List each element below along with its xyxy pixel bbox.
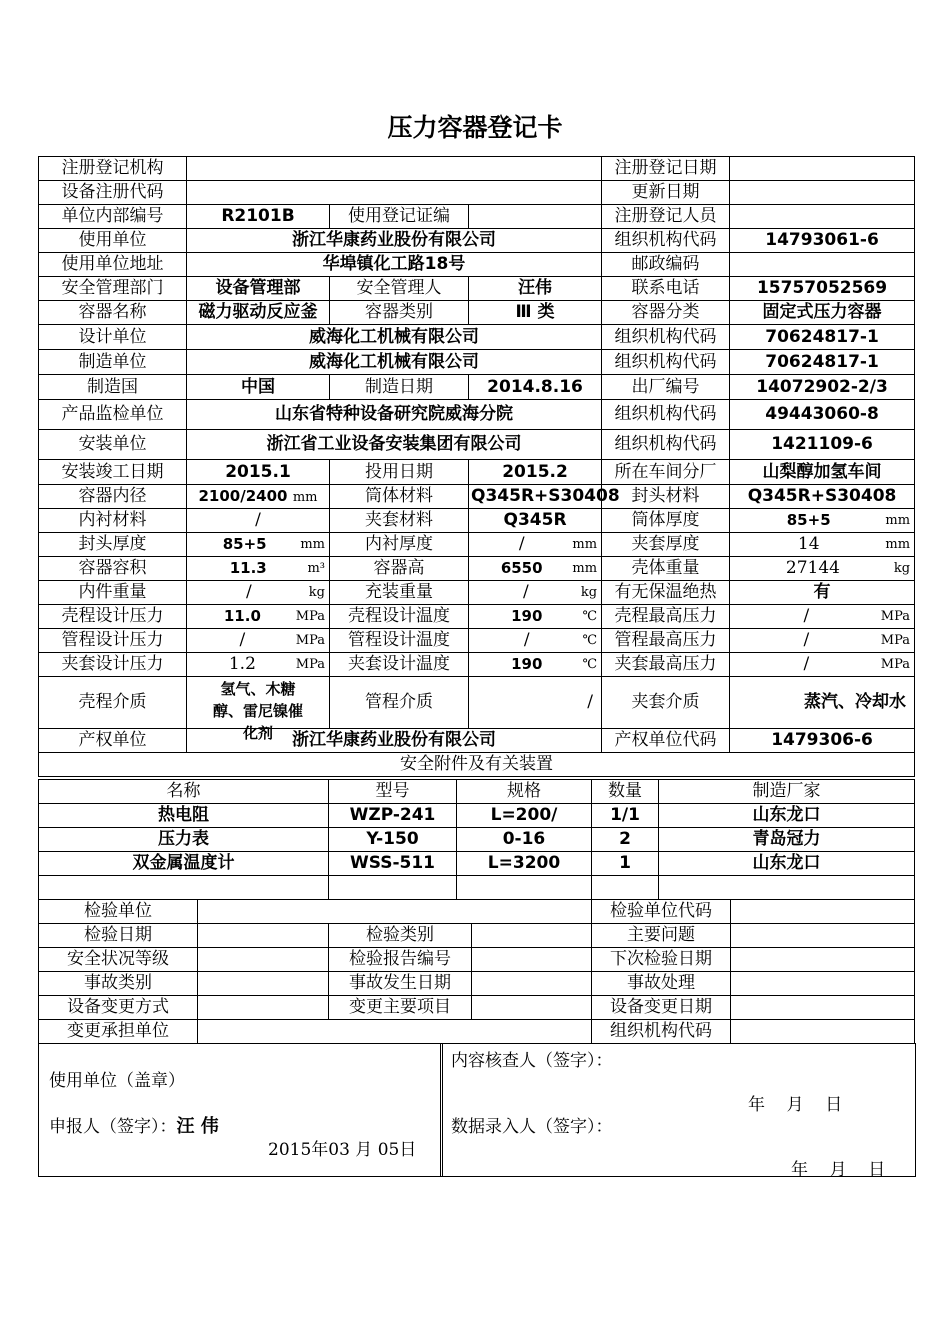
shell-weight-cell <box>730 557 915 581</box>
install-unit-value: 浙江省工业设备安装集团有限公司 <box>187 430 602 460</box>
change-date-value <box>731 996 915 1020</box>
acc-spec: L=3200 <box>457 852 592 876</box>
user-unit-value: 浙江华康药业股份有限公司 <box>187 229 602 253</box>
vessel-category-value: Ⅲ 类 <box>469 301 602 325</box>
applicant-name: 汪 伟 <box>176 1116 219 1137</box>
internal-no-label: 单位内部编号 <box>39 205 187 229</box>
acc-spec-header: 规格 <box>457 780 592 804</box>
tube-design-p-unit: MPa <box>295 633 325 648</box>
acc-qty <box>592 876 659 900</box>
filling-weight-unit: kg <box>580 585 598 600</box>
jacket-thickness-value: 14 <box>797 534 820 554</box>
jacket-material-value: Q345R <box>469 509 602 533</box>
lining-material-label: 内衬材料 <box>39 509 187 533</box>
jacket-thickness-cell <box>730 533 915 557</box>
mfr-unit-value: 威海化工机械有限公司 <box>187 350 602 375</box>
shell-material-value: Q345R+S30408 <box>469 485 602 509</box>
install-org-code-value: 1421109-6 <box>730 430 915 460</box>
user-org-code-label: 组织机构代码 <box>602 229 730 253</box>
owner-code-value: 1479306-6 <box>730 729 915 753</box>
postal-code-value <box>730 253 915 277</box>
safety-dept-value: 设备管理部 <box>187 277 330 301</box>
reviewer-label: 内容核查人（签字）： <box>451 1051 613 1071</box>
acc-model: WZP-241 <box>329 804 457 828</box>
shell-max-p-cell <box>730 605 915 629</box>
shell-medium-line-2: 醇、雷尼镍催 <box>212 702 303 720</box>
table-row <box>39 852 915 876</box>
change-method-label: 设备变更方式 <box>39 996 198 1020</box>
reviewer-date: 年 月 日 <box>748 1095 843 1115</box>
shell-design-t-label: 壳程设计温度 <box>330 605 469 629</box>
head-thickness-value: 85+5 <box>222 535 267 553</box>
accident-type-label: 事故类别 <box>39 972 198 996</box>
install-done-value: 2015.1 <box>187 460 330 485</box>
shell-weight-label: 壳体重量 <box>602 557 730 581</box>
registrar-value <box>730 205 915 229</box>
vessel-name-label: 容器名称 <box>39 301 187 325</box>
accident-date-label: 事故发生日期 <box>329 972 472 996</box>
mfr-country-label: 制造国 <box>39 375 187 400</box>
tube-medium-value: / <box>469 677 602 729</box>
in-service-value: 2015.2 <box>469 460 602 485</box>
inner-diameter-cell <box>187 485 330 509</box>
shell-medium-text <box>189 677 327 742</box>
workshop-value: 山梨醇加氢车间 <box>730 460 915 485</box>
in-service-label: 投用日期 <box>330 460 469 485</box>
filling-weight-label: 充装重量 <box>330 581 469 605</box>
factory-no-value: 14072902-2/3 <box>730 375 915 400</box>
acc-spec: 0-16 <box>457 828 592 852</box>
table-row <box>39 828 915 852</box>
design-unit-value: 威海化工机械有限公司 <box>187 325 602 350</box>
user-unit-seal: 使用单位（盖章） <box>49 1071 185 1091</box>
equip-code-label: 设备注册代码 <box>39 181 187 205</box>
jacket-design-t-cell <box>469 653 602 677</box>
vessel-class-value: 固定式压力容器 <box>730 301 915 325</box>
signature-left <box>38 1043 443 1177</box>
tube-design-t-unit: ℃ <box>582 633 598 648</box>
accessories-table <box>38 779 915 900</box>
change-items-value <box>472 996 592 1020</box>
owner-unit-label: 产权单位 <box>39 729 187 753</box>
table-row <box>39 804 915 828</box>
workshop-label: 所在车间分厂 <box>602 460 730 485</box>
design-unit-label: 设计单位 <box>39 325 187 350</box>
inspection-table <box>38 899 915 1044</box>
use-cert-label: 使用登记证编 <box>330 205 469 229</box>
inspect-org-code-value: 49443060-8 <box>730 400 915 430</box>
change-date-label: 设备变更日期 <box>592 996 731 1020</box>
safety-section-header: 安全附件及有关装置 <box>39 753 915 777</box>
acc-maker: 山东龙口 <box>659 852 915 876</box>
jacket-max-p-value: / <box>803 654 810 674</box>
shell-thickness-unit: mm <box>885 513 911 528</box>
vessel-class-label: 容器分类 <box>602 301 730 325</box>
install-unit-label: 安装单位 <box>39 430 187 460</box>
mfr-date-label: 制造日期 <box>330 375 469 400</box>
inner-diameter-label: 容器内径 <box>39 485 187 509</box>
safety-mgr-label: 安全管理人 <box>330 277 469 301</box>
volume-value: 11.3 <box>229 559 267 577</box>
jacket-design-p-cell <box>187 653 330 677</box>
lining-thickness-unit: mm <box>572 537 598 552</box>
head-thickness-unit: mm <box>300 537 325 552</box>
reg-org-label: 注册登记机构 <box>39 157 187 181</box>
acc-model <box>329 876 457 900</box>
safety-mgr-value: 汪伟 <box>469 277 602 301</box>
height-cell <box>469 557 602 581</box>
internals-weight-unit: kg <box>308 585 325 600</box>
accident-handle-value <box>731 972 915 996</box>
inner-diameter-value: 2100/2400 <box>198 486 288 505</box>
acc-qty: 1 <box>592 852 659 876</box>
volume-unit: m³ <box>307 561 325 576</box>
install-org-code-label: 组织机构代码 <box>602 430 730 460</box>
tube-design-t-cell <box>469 629 602 653</box>
insp-type-label: 检验类别 <box>329 924 472 948</box>
applicant-label: 申报人（签字）： <box>49 1117 177 1137</box>
insulation-label: 有无保温绝热 <box>602 581 730 605</box>
shell-medium-cell <box>187 677 330 742</box>
shell-medium-label: 壳程介质 <box>39 677 187 729</box>
shell-medium-line-1: 氢气、木糖 <box>220 680 296 698</box>
acc-model: WSS-511 <box>329 852 457 876</box>
change-unit-value <box>198 1020 592 1044</box>
user-unit-label: 使用单位 <box>39 229 187 253</box>
shell-max-p-unit: MPa <box>880 609 911 624</box>
tube-design-p-cell <box>187 629 330 653</box>
jacket-material-label: 夹套材料 <box>330 509 469 533</box>
user-address-value: 华埠镇化工路18号 <box>187 253 602 277</box>
acc-model: Y-150 <box>329 828 457 852</box>
height-value: 6550 <box>500 559 543 577</box>
inner-diameter-unit: mm <box>292 489 318 505</box>
applicant-line <box>49 1112 219 1138</box>
jacket-design-p-value: 1.2 <box>228 654 256 674</box>
shell-design-t-unit: ℃ <box>582 609 598 624</box>
tube-max-p-cell <box>730 629 915 653</box>
change-unit-label: 变更承担单位 <box>39 1020 198 1044</box>
apply-date: 2015年03 月 05日 <box>268 1140 417 1160</box>
accident-handle-label: 事故处理 <box>592 972 731 996</box>
jacket-design-p-label: 夹套设计压力 <box>39 653 187 677</box>
shell-max-p-label: 壳程最高压力 <box>602 605 730 629</box>
acc-model-header: 型号 <box>329 780 457 804</box>
safety-dept-label: 安全管理部门 <box>39 277 187 301</box>
entry-date: 年 月 日 <box>791 1160 886 1180</box>
tube-design-t-value: / <box>523 630 530 650</box>
volume-label: 容器容积 <box>39 557 187 581</box>
shell-weight-unit: kg <box>893 561 911 576</box>
main-issue-label: 主要问题 <box>592 924 731 948</box>
jacket-thickness-unit: mm <box>885 537 911 552</box>
head-material-label: 封头材料 <box>602 485 730 509</box>
lining-thickness-label: 内衬厚度 <box>330 533 469 557</box>
mfr-date-value: 2014.8.16 <box>469 375 602 400</box>
insp-unit-label: 检验单位 <box>39 900 198 924</box>
signature-right <box>440 1043 916 1180</box>
jacket-design-t-value: 190 <box>511 655 543 673</box>
inspect-unit-value: 山东省特种设备研究院威海分院 <box>187 400 602 430</box>
shell-thickness-value: 85+5 <box>786 511 831 529</box>
insp-unit-code-value <box>731 900 915 924</box>
insp-date-value <box>198 924 329 948</box>
shell-medium-line-3: 化剂 <box>242 724 273 742</box>
jacket-medium-label: 夹套介质 <box>602 677 730 729</box>
shell-design-p-value: 11.0 <box>223 607 261 625</box>
shell-design-p-unit: MPa <box>295 609 325 624</box>
next-insp-label: 下次检验日期 <box>592 948 731 972</box>
design-org-code-value: 70624817-1 <box>730 325 915 350</box>
design-org-code-label: 组织机构代码 <box>602 325 730 350</box>
shell-max-p-value: / <box>803 606 810 626</box>
internals-weight-label: 内件重量 <box>39 581 187 605</box>
table-row <box>39 876 915 900</box>
insp-unit-code-label: 检验单位代码 <box>592 900 731 924</box>
acc-spec: L=200/ <box>457 804 592 828</box>
lining-thickness-value: / <box>518 534 525 554</box>
change-org-code-value <box>731 1020 915 1044</box>
height-unit: mm <box>572 561 598 576</box>
inspect-org-code-label: 组织机构代码 <box>602 400 730 430</box>
tube-medium-label: 管程介质 <box>330 677 469 729</box>
shell-design-p-cell <box>187 605 330 629</box>
jacket-thickness-label: 夹套厚度 <box>602 533 730 557</box>
acc-spec <box>457 876 592 900</box>
jacket-design-t-unit: ℃ <box>582 657 598 672</box>
next-insp-value <box>731 948 915 972</box>
safety-grade-label: 安全状况等级 <box>39 948 198 972</box>
tube-design-t-label: 管程设计温度 <box>330 629 469 653</box>
install-done-label: 安装竣工日期 <box>39 460 187 485</box>
acc-name: 热电阻 <box>39 804 329 828</box>
acc-maker: 山东龙口 <box>659 804 915 828</box>
reg-org-value <box>187 157 602 181</box>
user-address-label: 使用单位地址 <box>39 253 187 277</box>
update-date-label: 更新日期 <box>602 181 730 205</box>
shell-design-t-value: 190 <box>511 607 543 625</box>
acc-name-header: 名称 <box>39 780 329 804</box>
shell-design-p-label: 壳程设计压力 <box>39 605 187 629</box>
acc-qty: 1/1 <box>592 804 659 828</box>
registrar-label: 注册登记人员 <box>602 205 730 229</box>
jacket-design-t-label: 夹套设计温度 <box>330 653 469 677</box>
change-org-code-label: 组织机构代码 <box>592 1020 731 1044</box>
phone-label: 联系电话 <box>602 277 730 301</box>
filling-weight-value: / <box>523 582 529 602</box>
accident-date-value <box>472 972 592 996</box>
acc-qty-header: 数量 <box>592 780 659 804</box>
registration-table <box>38 156 915 777</box>
shell-weight-value: 27144 <box>785 558 840 578</box>
phone-value: 15757052569 <box>730 277 915 301</box>
internals-weight-value: / <box>246 582 252 602</box>
main-issue-value <box>731 924 915 948</box>
update-date-value <box>730 181 915 205</box>
volume-cell <box>187 557 330 581</box>
tube-max-p-label: 管程最高压力 <box>602 629 730 653</box>
postal-code-label: 邮政编码 <box>602 253 730 277</box>
head-material-value: Q345R+S30408 <box>730 485 915 509</box>
inspect-unit-label: 产品监检单位 <box>39 400 187 430</box>
height-label: 容器高 <box>330 557 469 581</box>
user-org-code-value: 14793061-6 <box>730 229 915 253</box>
head-thickness-label: 封头厚度 <box>39 533 187 557</box>
lining-thickness-cell <box>469 533 602 557</box>
accident-type-value <box>198 972 329 996</box>
entry-label: 数据录入人（签字）： <box>451 1117 613 1137</box>
tube-max-p-value: / <box>803 630 810 650</box>
acc-name: 双金属温度计 <box>39 852 329 876</box>
mfr-country-value: 中国 <box>187 375 330 400</box>
owner-unit-value: 浙江华康药业股份有限公司 <box>187 729 602 753</box>
change-method-value <box>198 996 329 1020</box>
internal-no-value: R2101B <box>187 205 330 229</box>
insp-type-value <box>472 924 592 948</box>
owner-code-label: 产权单位代码 <box>602 729 730 753</box>
reg-date-label: 注册登记日期 <box>602 157 730 181</box>
shell-thickness-label: 筒体厚度 <box>602 509 730 533</box>
mfr-org-code-label: 组织机构代码 <box>602 350 730 375</box>
acc-qty: 2 <box>592 828 659 852</box>
insp-date-label: 检验日期 <box>39 924 198 948</box>
vessel-name-value: 磁力驱动反应釜 <box>187 301 330 325</box>
equip-code-value <box>187 181 602 205</box>
report-no-label: 检验报告编号 <box>329 948 472 972</box>
shell-material-label: 筒体材料 <box>330 485 469 509</box>
jacket-max-p-label: 夹套最高压力 <box>602 653 730 677</box>
page-title: 压力容器登记卡 <box>387 113 563 142</box>
reg-date-value <box>730 157 915 181</box>
mfr-unit-label: 制造单位 <box>39 350 187 375</box>
insulation-value: 有 <box>730 581 915 605</box>
insp-unit-value <box>198 900 592 924</box>
factory-no-label: 出厂编号 <box>602 375 730 400</box>
report-no-value <box>472 948 592 972</box>
shell-thickness-cell <box>730 509 915 533</box>
acc-name: 压力表 <box>39 828 329 852</box>
acc-maker-header: 制造厂家 <box>659 780 915 804</box>
internals-weight-cell <box>187 581 330 605</box>
use-cert-value <box>469 205 602 229</box>
jacket-medium-value: 蒸汽、冷却水 <box>730 677 915 729</box>
shell-design-t-cell <box>469 605 602 629</box>
head-thickness-cell <box>187 533 330 557</box>
jacket-design-p-unit: MPa <box>295 657 325 672</box>
acc-maker: 青岛冠力 <box>659 828 915 852</box>
vessel-category-label: 容器类别 <box>330 301 469 325</box>
tube-max-p-unit: MPa <box>880 633 911 648</box>
jacket-max-p-unit: MPa <box>880 657 911 672</box>
acc-name <box>39 876 329 900</box>
safety-grade-value <box>198 948 329 972</box>
tube-design-p-label: 管程设计压力 <box>39 629 187 653</box>
change-items-label: 变更主要项目 <box>329 996 472 1020</box>
filling-weight-cell <box>469 581 602 605</box>
acc-maker <box>659 876 915 900</box>
mfr-org-code-value: 70624817-1 <box>730 350 915 375</box>
jacket-max-p-cell <box>730 653 915 677</box>
lining-material-value: / <box>187 509 330 533</box>
tube-design-p-value: / <box>239 630 246 650</box>
